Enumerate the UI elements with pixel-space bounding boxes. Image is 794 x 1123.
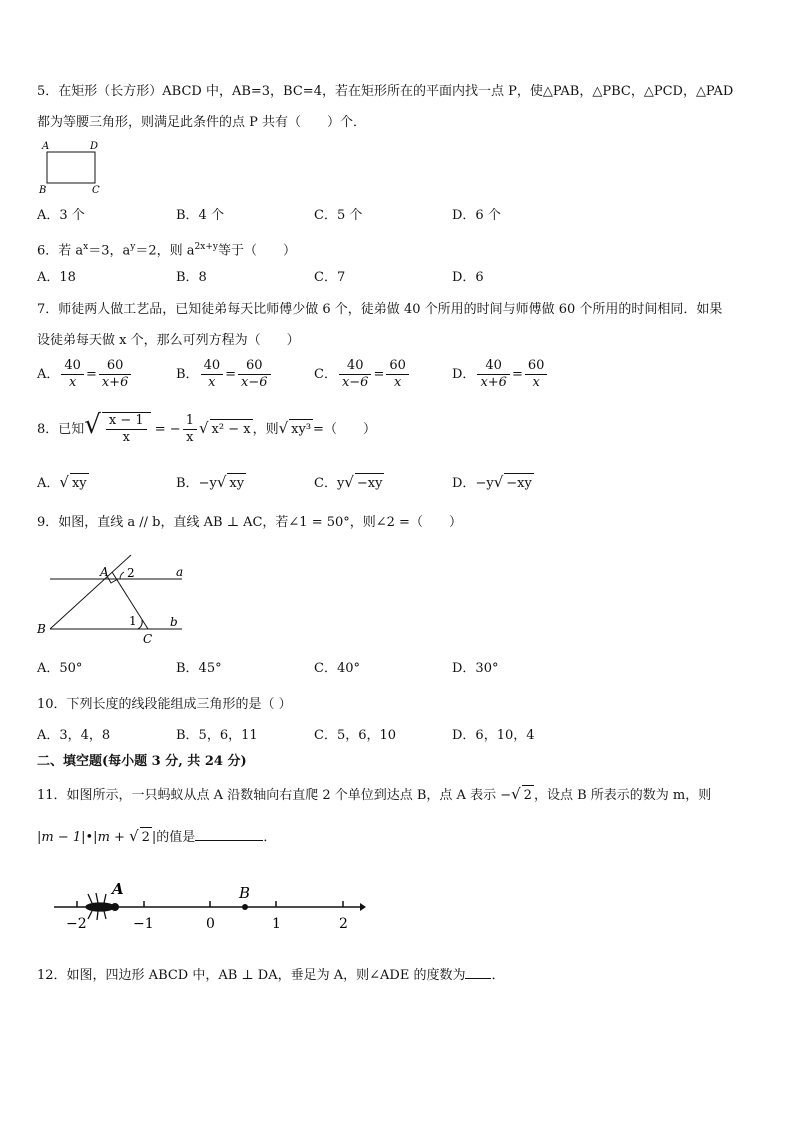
q9-label-B: B [37, 622, 46, 636]
q5-label-A: A [42, 141, 50, 152]
q8-option-b: B．−y√ xy [176, 472, 246, 494]
q6-option-d: D．6 [452, 270, 484, 285]
q8-option-d: D．−y√ −xy [452, 472, 534, 494]
q7-option-a: A． $\frac{40}{x}$ = $\frac{60}{x+6}$ [37, 358, 133, 391]
q6-option-a: A．18 [37, 270, 76, 285]
q6-option-b: B．8 [176, 270, 207, 285]
q11-label-B: B [239, 884, 251, 902]
q10-option-a: A．3，4，8 [37, 728, 111, 743]
q12-answer-blank[interactable] [465, 978, 491, 979]
q7-line2: 设徒弟每天做 x 个，那么可列方程为（ ） [37, 333, 300, 348]
q5-label-D: D [90, 141, 99, 152]
q6-stem: 6．若 $a^x=3$，$a^y=2$，则 $a^{2x+y}$等于（ ） [37, 242, 296, 259]
q12-stem: 12．如图，四边形 ABCD 中，AB ⊥ DA，垂足为 A，则∠ADE 的度数为 ． [37, 968, 505, 983]
q5-option-a: A．3 个 [37, 208, 85, 223]
q9-label-C: C [143, 632, 153, 646]
ant-icon [86, 893, 114, 920]
q10-option-c: C．5，6，10 [314, 728, 397, 743]
q9-label-angle-1: 1 [129, 614, 137, 628]
q11-answer-blank[interactable] [195, 840, 263, 841]
q9-stem: 9．如图，直线 a // b，直线 AB ⊥ AC，若∠1 = 50°，则∠2 =（ ） [37, 515, 462, 530]
q5-label-B: B [39, 185, 47, 196]
q6-option-c: C．7 [314, 270, 346, 285]
q9-label-angle-2: 2 [127, 566, 135, 580]
q9-option-a: A．50° [37, 661, 83, 676]
tick-label: 0 [206, 916, 215, 932]
q9-option-d: D．30° [452, 661, 499, 676]
q9-label-a: a [176, 565, 184, 579]
tick-label: −2 [66, 916, 87, 932]
q11-line1: 11．如图所示，一只蚂蚁从点 A 沿数轴向右直爬 2 个单位到达点 B，点 A 表示 −√ 2 ，设点 B 所表示的数为 m，则 [37, 784, 711, 806]
q7-option-c: C． $\frac{40}{x-6}$ = $\frac{60}{x}$ [314, 358, 411, 391]
q9-parallel-lines-figure [36, 548, 196, 648]
q8-option-c: C．y√ −xy [314, 472, 384, 494]
q5-option-c: C．5 个 [314, 208, 363, 223]
q9-label-b: b [170, 615, 178, 629]
q11-label-A: A [112, 880, 124, 898]
tick-label: 2 [339, 916, 348, 932]
q8-stem: 8．已知√ $\frac{x - 1}{x}$ = − $\frac{1}{x}$ √ x² − x ，则√ xy³ =（ ） [37, 410, 376, 445]
q5-label-C: C [92, 185, 100, 196]
section-heading: 二、填空题(每小题 3 分, 共 24 分) [37, 754, 247, 769]
point-B-dot [242, 904, 248, 910]
q5-line2: 都为等腰三角形，则满足此条件的点 P 共有（ ）个． [37, 115, 367, 130]
q5-rectangle-figure [36, 138, 106, 196]
q7-option-b: B． $\frac{40}{x}$ = $\frac{60}{x-6}$ [176, 358, 273, 391]
q9-option-b: B．45° [176, 661, 222, 676]
q9-option-c: C．40° [314, 661, 360, 676]
tick-label: −1 [133, 916, 154, 932]
tick-label: 1 [272, 916, 281, 932]
point-A-dot [111, 903, 119, 911]
q10-stem: 10．下列长度的线段能组成三角形的是（ ） [37, 697, 292, 712]
q5-line1: 5．在矩形（长方形）ABCD 中，AB=3，BC=4，若在矩形所在的平面内找一点 P，使△PAB，△PBC，△PCD，△PAD [37, 84, 734, 99]
q10-option-b: B．5，6，11 [176, 728, 258, 743]
q5-option-d: D．6 个 [452, 208, 501, 223]
q11-number-line [48, 876, 370, 936]
q10-option-d: D．6，10，4 [452, 728, 535, 743]
q5-option-b: B．4 个 [176, 208, 224, 223]
q7-line1: 7．师徒两人做工艺品，已知徒弟每天比师傅少做 6 个，徒弟做 40 个所用的时间与师傅做 60 个所用的时间相同．如果 [37, 302, 723, 317]
q7-option-d: D． $\frac{40}{x+6}$ = $\frac{60}{x}$ [452, 358, 549, 391]
q8-option-a: A．√ xy [37, 472, 89, 494]
q11-line2: |m − 1|•|m + √ 2 |的值是 ． [37, 826, 276, 848]
q9-label-A: A [100, 565, 109, 579]
